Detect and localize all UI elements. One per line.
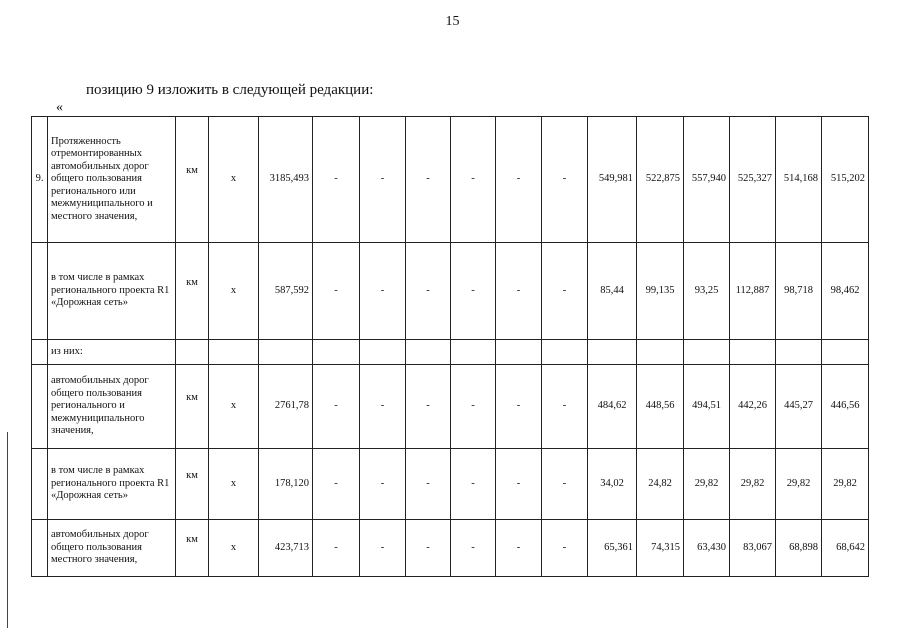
year-value [588, 340, 637, 365]
dash-cell: - [542, 365, 588, 449]
unit-cell [176, 449, 209, 520]
year-value: 29,82 [776, 449, 822, 520]
row-number [32, 243, 48, 340]
table-row [32, 365, 869, 449]
base-value: 178,120 [259, 449, 313, 520]
table-row [32, 340, 869, 365]
year-value: 68,642 [822, 520, 869, 577]
x-marker: x [209, 449, 259, 520]
year-value: 494,51 [684, 365, 730, 449]
indicator-name: в том числе в рамках регионального проекта R1 «Дорожная сеть» [48, 449, 176, 520]
year-value: 85,44 [588, 243, 637, 340]
year-value: 442,26 [730, 365, 776, 449]
x-marker: x [209, 365, 259, 449]
year-value [637, 340, 684, 365]
dash-cell: - [313, 520, 360, 577]
dash-cell: - [313, 449, 360, 520]
year-value: 525,327 [730, 117, 776, 243]
dash-cell: - [451, 243, 496, 340]
year-value: 515,202 [822, 117, 869, 243]
dash-cell: - [406, 520, 451, 577]
dash-cell: - [360, 449, 406, 520]
open-quote: « [56, 100, 63, 115]
table-body [32, 117, 869, 577]
unit-cell [176, 520, 209, 577]
row-number [32, 365, 48, 449]
x-marker [209, 340, 259, 365]
year-value: 522,875 [637, 117, 684, 243]
indicator-name: в том числе в рамках регионального проекта R1 «Дорожная сеть» [48, 243, 176, 340]
x-marker: x [209, 117, 259, 243]
dash-cell: - [496, 243, 542, 340]
unit-cell [176, 365, 209, 449]
dash-cell: - [406, 449, 451, 520]
unit-label: км [186, 533, 198, 545]
margin-line [7, 432, 8, 628]
base-value: 3185,493 [259, 117, 313, 243]
dash-cell: - [360, 520, 406, 577]
dash-cell: - [313, 365, 360, 449]
table-row [32, 243, 869, 340]
dash-cell [451, 340, 496, 365]
dash-cell: - [496, 117, 542, 243]
table-row [32, 117, 869, 243]
x-marker: x [209, 520, 259, 577]
year-value: 448,56 [637, 365, 684, 449]
year-value: 29,82 [822, 449, 869, 520]
year-value: 63,430 [684, 520, 730, 577]
year-value: 29,82 [730, 449, 776, 520]
year-value: 557,940 [684, 117, 730, 243]
dash-cell [406, 340, 451, 365]
year-value: 65,361 [588, 520, 637, 577]
dash-cell: - [542, 117, 588, 243]
year-value: 445,27 [776, 365, 822, 449]
year-value: 98,462 [822, 243, 869, 340]
row-number [32, 520, 48, 577]
indicator-name: Протяженность отремонтированных автомобильных дорог общего пользования регионального или межмуниципального и местного значения, [48, 117, 176, 243]
year-value: 74,315 [637, 520, 684, 577]
dash-cell: - [451, 365, 496, 449]
indicator-table [31, 116, 869, 577]
unit-label: км [186, 392, 198, 404]
year-value [684, 340, 730, 365]
unit-cell [176, 243, 209, 340]
dash-cell [313, 340, 360, 365]
dash-cell: - [406, 117, 451, 243]
year-value: 68,898 [776, 520, 822, 577]
base-value: 587,592 [259, 243, 313, 340]
unit-label: км [186, 276, 198, 288]
x-marker: x [209, 243, 259, 340]
year-value [730, 340, 776, 365]
unit-cell [176, 340, 209, 365]
row-number [32, 340, 48, 365]
year-value: 24,82 [637, 449, 684, 520]
indicator-name: автомобильных дорог общего пользования регионального и межмуниципального значения, [48, 365, 176, 449]
year-value: 34,02 [588, 449, 637, 520]
unit-cell [176, 117, 209, 243]
base-value [259, 340, 313, 365]
dash-cell: - [360, 365, 406, 449]
row-number: 9. [32, 117, 48, 243]
year-value: 514,168 [776, 117, 822, 243]
dash-cell: - [313, 243, 360, 340]
dash-cell: - [496, 365, 542, 449]
dash-cell: - [451, 449, 496, 520]
table-row [32, 520, 869, 577]
dash-cell [360, 340, 406, 365]
dash-cell [496, 340, 542, 365]
dash-cell: - [360, 117, 406, 243]
row-number [32, 449, 48, 520]
unit-label: км [186, 469, 198, 481]
year-value: 29,82 [684, 449, 730, 520]
dash-cell: - [496, 520, 542, 577]
dash-cell: - [496, 449, 542, 520]
year-value: 98,718 [776, 243, 822, 340]
dash-cell: - [542, 449, 588, 520]
dash-cell: - [360, 243, 406, 340]
dash-cell: - [451, 117, 496, 243]
dash-cell: - [451, 520, 496, 577]
year-value: 93,25 [684, 243, 730, 340]
unit-label: км [186, 165, 198, 177]
dash-cell [542, 340, 588, 365]
base-value: 423,713 [259, 520, 313, 577]
year-value: 112,887 [730, 243, 776, 340]
indicator-name: автомобильных дорог общего пользования местного значения, [48, 520, 176, 577]
page-number: 15 [445, 14, 460, 29]
year-value: 446,56 [822, 365, 869, 449]
dash-cell: - [406, 243, 451, 340]
year-value: 484,62 [588, 365, 637, 449]
year-value [822, 340, 869, 365]
intro-text: позицию 9 изложить в следующей редакции: [86, 82, 374, 98]
dash-cell: - [542, 243, 588, 340]
table-row [32, 449, 869, 520]
year-value: 549,981 [588, 117, 637, 243]
base-value: 2761,78 [259, 365, 313, 449]
year-value: 99,135 [637, 243, 684, 340]
dash-cell: - [542, 520, 588, 577]
year-value: 83,067 [730, 520, 776, 577]
indicator-name: из них: [48, 340, 176, 365]
dash-cell: - [406, 365, 451, 449]
dash-cell: - [313, 117, 360, 243]
year-value [776, 340, 822, 365]
